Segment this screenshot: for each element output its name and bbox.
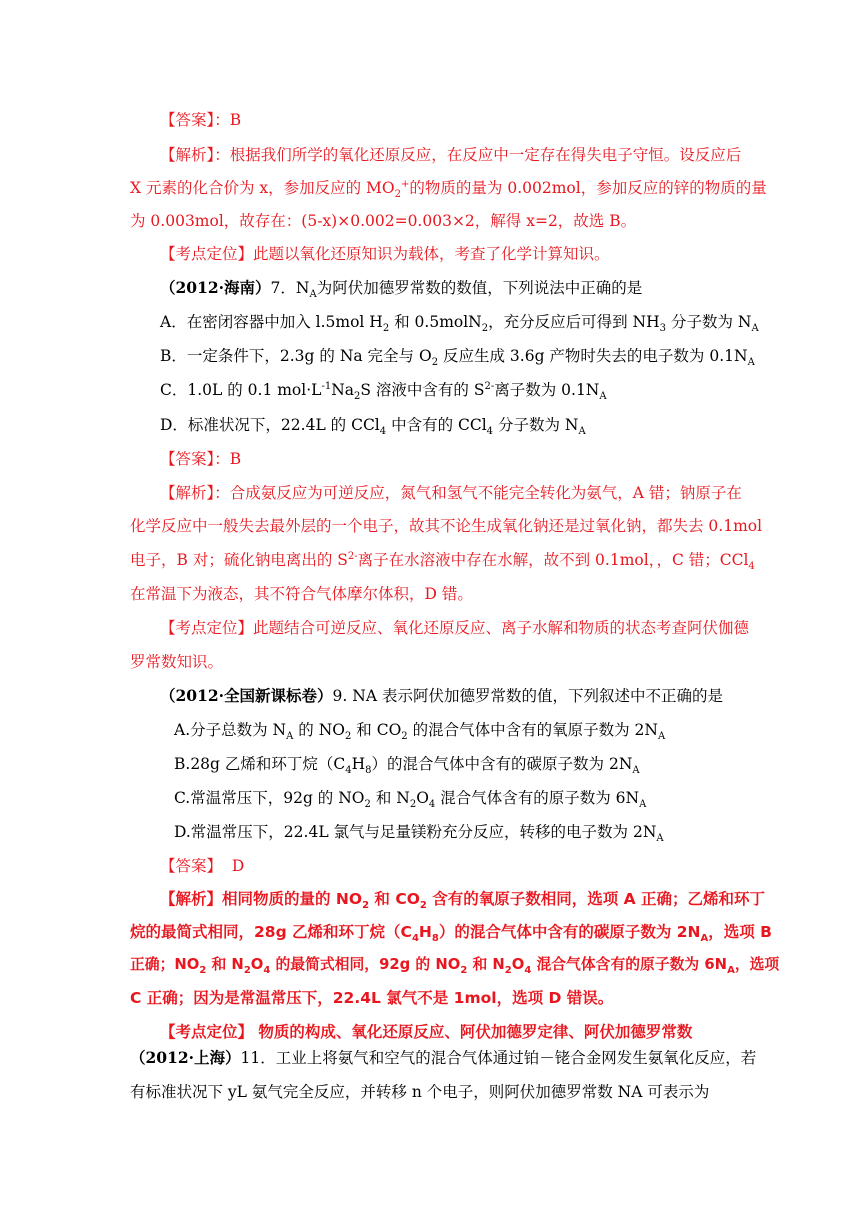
kaodian-label: 【考点定位】 (160, 245, 254, 263)
answer-value: D (231, 857, 245, 875)
option-d: D．标准状况下，22.4L 的 CCl$_4$ 中含有的 CCl$_4$ 分子数为 $N_A$ (160, 416, 586, 438)
question-source: （2012·全国新课标卷） (160, 686, 333, 705)
question-stem: （2012·全国新课标卷）9. NA 表示阿伏加德罗常数的值，下列叙述中不正确的是 (160, 686, 723, 705)
option-d: D.常温常压下，22.4L 氯气与足量镁粉充分反应，转移的电子数为 $2N_A$ (174, 823, 664, 845)
option-a: A.分子总数为 $N_A$ 的 $NO_2$ 和 $CO_2$ 的混合气体中含有的氧原子数为 $2N_A$ (174, 721, 666, 743)
answer-line (160, 109, 241, 131)
option-c: C．1.0L 的 0.1 $mol\cdot L^{-1}Na_2S$ 溶液中含有的 $S^{2-}$离子数为 $0.1N_A$ (160, 380, 607, 403)
answer-line (160, 855, 244, 877)
analysis-line-3: 电子，B 对；硫化钠电离出的 $S^{2-}$离子在水溶液中存在水解，故不到 0.1mol，，C 错；CCl$_4$ (130, 550, 755, 573)
analysis-label: 【解析】： (160, 146, 230, 164)
analysis-line-3: 为 0.003mol，故存在：(5-x)×0.002=0.003×2，解得 x=2，故选 B。 (130, 212, 637, 230)
analysis-label: 【解析】 (160, 890, 223, 908)
analysis-line-1: 【解析】：合成氨反应为可逆反应，氮气和氢气不能完全转化为氨气，A 错；钠原子在 (160, 484, 742, 502)
analysis-line-1: 【解析】相同物质的量的 $NO_2$ 和 $CO_2$ 含有的氧原子数相同，选项 A 正确；乙烯和环丁 (160, 890, 766, 912)
question-source: （2012·上海） (130, 1048, 241, 1067)
answer-label: 【答案】： (160, 111, 230, 129)
option-a: A．在密闭容器中加入 l.5mol $H_2$ 和 0.5molN$_2$，充分反应后可得到 $NH_3$ 分子数为 $N_A$ (160, 313, 759, 335)
answer-label: 【答案】 (160, 857, 223, 875)
option-c: C.常温常压下，92g 的 $NO_2$ 和 $N_2O_4$ 混合气体含有的原子数为 $6N_A$ (174, 789, 647, 811)
kaodian-line-2: 罗常数知识。 (130, 653, 224, 671)
kaodian-line: 【考点定位】此题以氧化还原知识为载体，考查了化学计算知识。 (160, 245, 610, 263)
kaodian-line-1: 【考点定位】此题结合可逆反应、氧化还原反应、离子水解和物质的状态考查阿伏伽德 (160, 619, 750, 637)
question-source: （2012·海南） (160, 278, 271, 297)
option-b: B．一定条件下，2.3g 的 Na 完全与 $O_2$ 反应生成 3.6g 产物时失去的电子数为 $0.1N_A$ (160, 347, 755, 369)
kaodian-line: 【考点定位】 物质的构成、氧化还原反应、阿伏加德罗定律、阿伏加德罗常数 (160, 1023, 693, 1041)
analysis-line-3: 正确；$NO_2$ 和 $N_2O_4$ 的最简式相同，92g 的 $NO_2$ 和 $N_2O_4$ 混合气体含有的原子数为 $6N_A$，选项 (130, 956, 780, 976)
question-stem: （2012·上海）11．工业上将氨气和空气的混合气体通过铂－铑合金网发生氨氧化反应，若 (130, 1048, 757, 1067)
question-stem: （2012·海南）7．$N_A$为阿伏加德罗常数的数值，下列说法中正确的是 (160, 278, 643, 301)
analysis-line-4: C 正确；因为是常温常压下，22.4L 氯气不是 1mol，选项 D 错误。 (130, 989, 614, 1007)
answer-label: 【答案】： (160, 450, 230, 468)
answer-value: B (229, 111, 242, 129)
analysis-line-2: 化学反应中一般失去最外层的一个电子，故其不论生成氧化钠还是过氧化钠，都失去 0.1mol (130, 517, 763, 535)
analysis-line-2: X 元素的化合价为 x，参加反应的 $MO_2^+$的物质的量为 0.002mol，参加反应的锌的物质的量 (130, 178, 767, 201)
analysis-line-2: 烷的最简式相同，28g 乙烯和环丁烷$(C_4H_8)$的混合气体中含有的碳原子数为 $2N_A$，选项 B (130, 923, 772, 945)
analysis-line-4: 在常温下为液态，其不符合气体摩尔体积，D 错。 (130, 585, 473, 603)
answer-value: B (229, 450, 242, 468)
question-stem-line-2: 有标准状况下 yL 氨气完全反应，并转移 n 个电子，则阿伏加德罗常数 NA 可表示为 (130, 1083, 710, 1101)
analysis-line-1: 【解析】：根据我们所学的氧化还原反应，在反应中一定存在得失电子守恒。设反应后 (160, 146, 742, 164)
analysis-label: 【解析】： (160, 484, 230, 502)
kaodian-label: 【考点定位】 (160, 1023, 254, 1041)
option-b: B.28g 乙烯和环丁烷$(C_4H_8)$的混合气体中含有的碳原子数为 $2N_A$ (174, 755, 640, 777)
kaodian-label: 【考点定位】 (160, 619, 254, 637)
answer-line (160, 448, 241, 470)
